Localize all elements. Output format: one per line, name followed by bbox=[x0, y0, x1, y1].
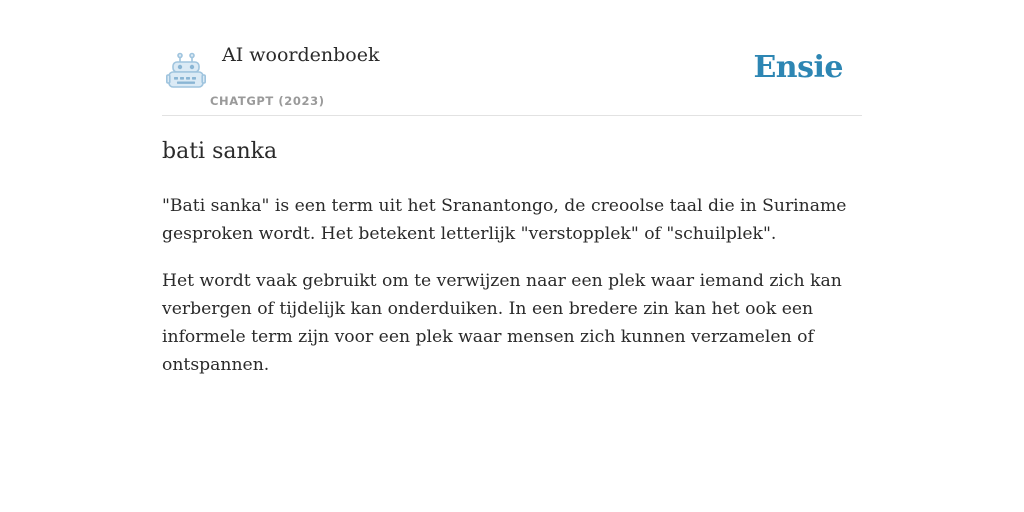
app-name[interactable]: AI woordenboek bbox=[222, 44, 380, 66]
content-container bbox=[162, 0, 862, 375]
source-label: CHATGPT (2023) bbox=[210, 94, 325, 108]
entry-term: bati sanka bbox=[162, 139, 278, 164]
definition-paragraph: "Bati sanka" is een term uit het Sranantongo, de creoolse taal die in Suriname gesproken wordt. Het betekent letterlijk "verstopplek" of "schuilplek". bbox=[162, 196, 847, 244]
robot-icon bbox=[166, 52, 206, 90]
definition-paragraph: Het wordt vaak gebruikt om te verwijzen naar een plek waar iemand zich kan verbergen of tijdelijk kan onderduiken. In een bredere zin kan het ook een informele term zijn voor een plek waar mensen zich kunnen verzamelen of ontspannen. bbox=[162, 271, 842, 375]
entry-definition bbox=[162, 192, 862, 398]
brand-logo[interactable]: Ensie bbox=[753, 50, 843, 85]
header bbox=[162, 0, 862, 116]
